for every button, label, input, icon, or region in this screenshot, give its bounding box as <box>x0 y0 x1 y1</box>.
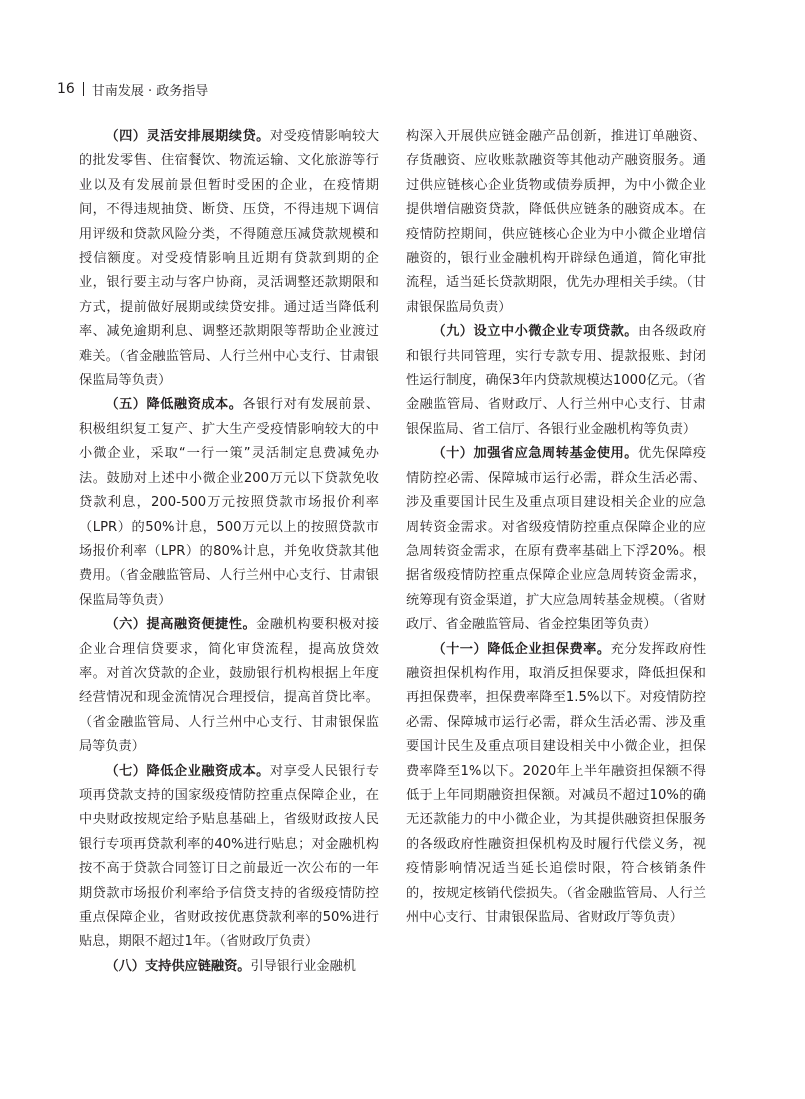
paragraph <box>79 125 379 393</box>
page-header <box>57 79 208 99</box>
section-text: 由各级政府和银行共同管理，实行专款专用、提款报账、封闭性运行制度，确保3年内贷款规模达1000亿元。（省金融监管局、省财政厅、人行兰州中心支行、甘肃银保监局、省工信厅、各银行业金融机构等负责） <box>406 324 707 437</box>
section-heading: （六）提高融资便捷性。 <box>105 617 257 633</box>
section-text: 各银行对有发展前景、积极组织复工复产、扩大生产受疫情影响较大的中小微企业，采取“一行一策”灵活制定息费减免办法。鼓励对上述中小微企业200万元以下贷款免收贷款利息，200-500万元按照贷款市场报价利率（LPR）的50%计息，500万元以上的按照贷款市场报价利率（LPR）的80%计息，并免收贷款其他费用。（省金融监管局、人行兰州中心支行、甘肃银保监局等负责） <box>79 397 380 608</box>
right-column <box>406 125 706 930</box>
section-heading: （九）设立中小微企业专项贷款。 <box>432 324 638 340</box>
header-divider <box>83 82 84 96</box>
section-heading: （七）降低企业融资成本。 <box>105 763 270 779</box>
section-heading: （十一）降低企业担保费率。 <box>432 641 611 657</box>
section-heading: （四）灵活安排展期续贷。 <box>105 129 270 144</box>
section-text: 充分发挥政府性融资担保机构作用，取消反担保要求，降低担保和再担保费率，担保费率降至1.5%以下。对疫情防控必需、保障城市运行必需，群众生活必需、涉及重要国计民生及重点项目建设相关中小微企业，担保费率降至1%以下。2020年上半年融资担保额不得低于上年同期融资担保额。对减员不超过10%的确无还款能力的中小微企业，为其提供融资担保服务的各级政府性融资担保机构及时履行代偿义务，视疫情影响情况适当延长追偿时限，符合核销条件的，按规定核销代偿损失。（省金融监管局、人行兰州中心支行、甘肃银保监局、省财政厅等负责） <box>406 641 707 925</box>
paragraph-continued: 构深入开展供应链金融产品创新，推进订单融资、存货融资、应收账款融资等其他动产融资服务。通过供应链核心企业货物或债券质押，为中小微企业提供增信融资贷款，降低供应链条的融资成本。在疫情防控期间，供应链核心企业为中小微企业增信融资的，银行业金融机构开辟绿色通道，简化审批流程，适当延长贷款期限，优先办理相关手续。（甘肃银保监局负责） <box>406 129 706 315</box>
section-text: 对享受人民银行专项再贷款支持的国家级疫情防控重点保障企业，在中央财政按规定给予贴息基础上，省级财政按人民银行专项再贷款利率的40%进行贴息；对金融机构按不高于贷款合同签订日之前最近一次公布的一年期贷款市场报价利率给予信贷支持的省级疫情防控重点保障企业，省财政按优惠贷款利率的50%进行贴息，期限不超过1年。（省财政厅负责） <box>79 763 380 950</box>
page-number: 16 <box>57 81 75 97</box>
paragraph <box>79 955 379 979</box>
section-text: 优先保障疫情防控必需、保障城市运行必需，群众生活必需、涉及重要国计民生及重点项目建设相关企业的应急周转资金需求。对省级疫情防控重点保障企业的应急周转资金需求，在原有费率基础上下浮20%。根据省级疫情防控重点保障企业应急周转资金需求，统筹现有资金渠道，扩大应急周转基金规模。（省财政厅、省金融监管局、省金控集团等负责） <box>406 446 707 633</box>
section-heading: （八）支持供应链融资。 <box>105 958 251 974</box>
paragraph <box>406 442 706 637</box>
section-text: 金融机构要积极对接企业合理信贷要求，简化审贷流程，提高放贷效率。对首次贷款的企业，鼓励银行机构根据上年度经营情况和现金流情况合理授信，提高首贷比率。（省金融监管局、人行兰州中心支行、甘肃银保监局等负责） <box>79 617 380 755</box>
section-text: 对受疫情影响较大的批发零售、住宿餐饮、物流运输、文化旅游等行业以及有发展前景但暂时受困的企业，在疫情期间，不得违规抽贷、断贷、压贷，不得违规下调信用评级和贷款风险分类，不得随意压减贷款规模和授信额度。对受疫情影响且近期有贷款到期的企业，银行要主动与客户协商，灵活调整还款期限和方式，提前做好展期或续贷安排。通过适当降低利率、减免逾期利息、调整还款期限等帮助企业渡过难关。（省金融监管局、人行兰州中心支行、甘肃银保监局等负责） <box>79 129 380 389</box>
section-heading: （五）降低融资成本。 <box>105 397 243 413</box>
left-column <box>79 125 379 979</box>
section-heading: （十）加强省应急周转基金使用。 <box>432 446 638 462</box>
paragraph <box>406 638 706 931</box>
journal-title: 甘南发展 · 政务指导 <box>91 83 209 99</box>
paragraph <box>406 320 706 442</box>
section-text: 引导银行业金融机 <box>250 958 356 974</box>
paragraph <box>79 393 379 613</box>
paragraph <box>79 760 379 955</box>
paragraph <box>79 613 379 759</box>
